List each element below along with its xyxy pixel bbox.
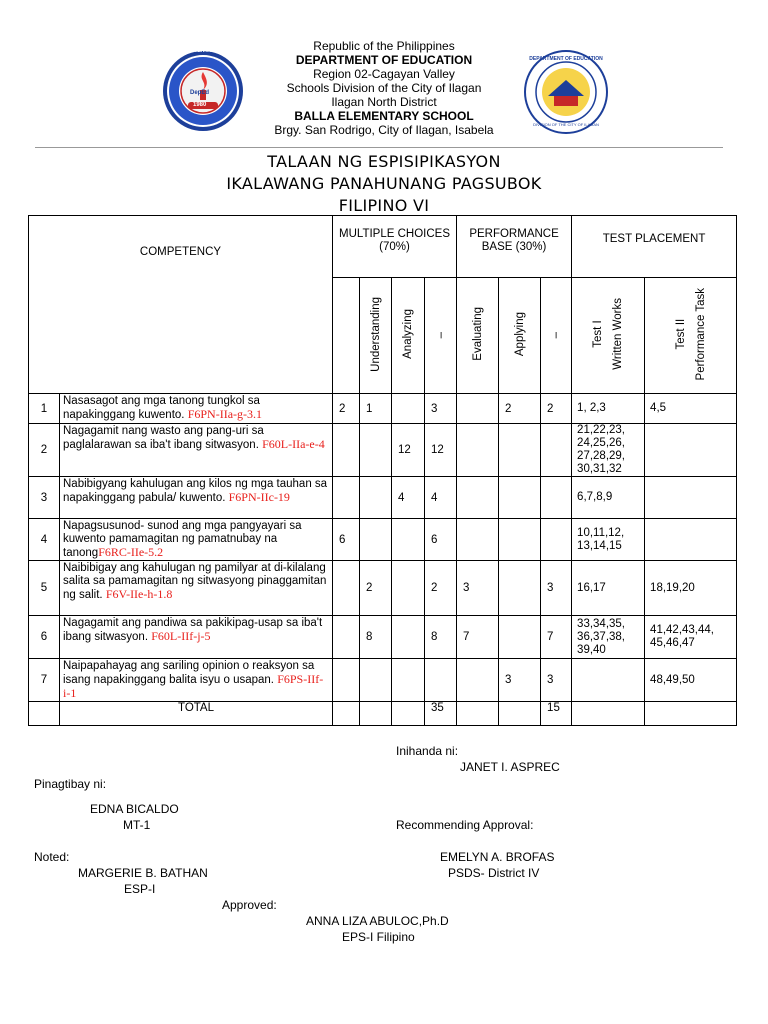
competency-code: F6V-IIe-h-1.8 bbox=[105, 587, 173, 601]
test1-cell: 1, 2,3 bbox=[572, 394, 645, 424]
count-cell: 7 bbox=[541, 616, 572, 659]
total-cell bbox=[360, 702, 392, 726]
count-cell bbox=[392, 394, 425, 424]
test2-cell bbox=[645, 519, 737, 561]
total-cell: 35 bbox=[425, 702, 457, 726]
count-cell bbox=[457, 477, 499, 519]
competency-header: COMPETENCY bbox=[29, 216, 333, 394]
test1-cell: 33,34,35, 36,37,38, 39,40 bbox=[572, 616, 645, 659]
sub-header: Understanding bbox=[360, 278, 392, 394]
title-line-2: IKALAWANG PANAHUNANG PAGSUBOK bbox=[226, 174, 542, 193]
count-cell: 6 bbox=[425, 519, 457, 561]
count-cell: 2 bbox=[360, 561, 392, 616]
count-cell bbox=[499, 477, 541, 519]
test2-cell bbox=[645, 424, 737, 477]
count-cell bbox=[457, 519, 499, 561]
table-row bbox=[29, 424, 737, 477]
count-cell bbox=[457, 394, 499, 424]
sub-header: Applying bbox=[499, 278, 541, 394]
total-cell bbox=[457, 702, 499, 726]
prepared-name: JANET I. ASPREC bbox=[460, 760, 560, 774]
count-cell bbox=[392, 561, 425, 616]
count-cell bbox=[333, 561, 360, 616]
competency-code: F6PN-IIa-g-3.1 bbox=[187, 407, 263, 421]
certified-position: MT-1 bbox=[123, 818, 151, 832]
count-cell bbox=[333, 616, 360, 659]
count-cell bbox=[457, 424, 499, 477]
count-cell bbox=[360, 477, 392, 519]
header-divider bbox=[35, 147, 723, 148]
table-row bbox=[29, 394, 737, 424]
count-cell bbox=[541, 519, 572, 561]
logo-inner-text: DepEd bbox=[190, 90, 210, 96]
count-cell: 4 bbox=[425, 477, 457, 519]
count-cell: 2 bbox=[541, 394, 572, 424]
logo-ring-text: DEPARTMENT OF EDUCATION bbox=[529, 56, 603, 62]
competency-code: F60L-IIf-j-5 bbox=[151, 629, 211, 643]
approved-position: EPS-I Filipino bbox=[342, 930, 415, 944]
count-cell bbox=[541, 477, 572, 519]
competency-text: Naipapahayag ang sariling opinion o reaksyon sa isang napakinggang balita isyu o usapan. bbox=[63, 660, 315, 686]
competency-cell bbox=[60, 616, 333, 659]
competency-text: Nagagamit ang pandiwa sa pakikipag-usap sa iba't ibang sitwasyon. bbox=[63, 617, 323, 643]
table-row bbox=[29, 519, 737, 561]
recommending-name: EMELYN A. BROFAS bbox=[440, 850, 555, 864]
total-test1 bbox=[572, 702, 645, 726]
sub-header: Evaluating bbox=[457, 278, 499, 394]
count-cell bbox=[392, 659, 425, 702]
row-number: 5 bbox=[29, 561, 60, 616]
sub-header: – bbox=[541, 278, 572, 394]
count-cell bbox=[333, 659, 360, 702]
count-cell: 4 bbox=[392, 477, 425, 519]
test1-cell: 21,22,23, 24,25,26, 27,28,29, 30,31,32 bbox=[572, 424, 645, 477]
row-number: 2 bbox=[29, 424, 60, 477]
count-cell: 3 bbox=[499, 659, 541, 702]
test-placement-header: TEST PLACEMENT bbox=[572, 216, 737, 278]
count-cell bbox=[333, 424, 360, 477]
test1-cell: 6,7,8,9 bbox=[572, 477, 645, 519]
total-cell bbox=[392, 702, 425, 726]
title-line-3: FILIPINO VI bbox=[338, 196, 430, 215]
division-line: Schools Division of the City of Ilagan bbox=[286, 81, 482, 95]
count-cell: 2 bbox=[333, 394, 360, 424]
count-cell: 12 bbox=[392, 424, 425, 477]
row-number: 3 bbox=[29, 477, 60, 519]
test2-header: Test II Performance Task bbox=[645, 278, 737, 394]
row-number: 6 bbox=[29, 616, 60, 659]
competency-cell bbox=[60, 659, 333, 702]
total-test2 bbox=[645, 702, 737, 726]
count-cell: 12 bbox=[425, 424, 457, 477]
sub-header: – bbox=[425, 278, 457, 394]
test2-cell: 48,49,50 bbox=[645, 659, 737, 702]
competency-text: Nabibigyang kahulugan ang kilos ng mga tauhan sa napakinggang pabula/ kuwento. bbox=[63, 478, 328, 504]
total-cell bbox=[499, 702, 541, 726]
competency-cell bbox=[60, 424, 333, 477]
row-number: 4 bbox=[29, 519, 60, 561]
document-title bbox=[0, 151, 768, 217]
competency-code: F60L-IIa-e-4 bbox=[262, 437, 325, 451]
specification-table bbox=[28, 215, 737, 726]
address-line: Brgy. San Rodrigo, City of Ilagan, Isabela bbox=[274, 123, 494, 137]
competency-code: F6RC-IIe-5.2 bbox=[98, 545, 164, 559]
table-row bbox=[29, 616, 737, 659]
test1-cell: 10,11,12, 13,14,15 bbox=[572, 519, 645, 561]
row-number: 7 bbox=[29, 659, 60, 702]
test1-cell: 16,17 bbox=[572, 561, 645, 616]
row-number: 1 bbox=[29, 394, 60, 424]
republic-line: Republic of the Philippines bbox=[313, 39, 455, 53]
logo-ring-text: BALLA ELEMENTARY SCHOOL bbox=[165, 48, 241, 54]
test2-cell: 41,42,43,44, 45,46,47 bbox=[645, 616, 737, 659]
count-cell: 1 bbox=[360, 394, 392, 424]
competency-cell bbox=[60, 394, 333, 424]
region-line: Region 02-Cagayan Valley bbox=[313, 67, 455, 81]
certified-name: EDNA BICALDO bbox=[90, 802, 179, 816]
competency-text: Nasasagot ang mga tanong tungkol sa napakinggang kuwento. bbox=[63, 395, 260, 421]
competency-code: F6PS-IIf-i-1 bbox=[63, 672, 324, 700]
count-cell bbox=[499, 561, 541, 616]
school-line: BALLA ELEMENTARY SCHOOL bbox=[294, 109, 474, 123]
pb-header: PERFORMANCE BASE (30%) bbox=[457, 216, 572, 278]
sub-header bbox=[333, 278, 360, 394]
mc-header: MULTIPLE CHOICES (70%) bbox=[333, 216, 457, 278]
table-row bbox=[29, 561, 737, 616]
approved-label: Approved: bbox=[222, 898, 277, 912]
title-line-1: TALAAN NG ESPISIPIKASYON bbox=[267, 152, 501, 171]
count-cell bbox=[425, 659, 457, 702]
count-cell bbox=[360, 424, 392, 477]
competency-text: Napagsusunod- sunod ang mga pangyayari sa kuwento pamamagitan ng pamatnubay na tanong bbox=[63, 520, 302, 559]
approved-name: ANNA LIZA ABULOC,Ph.D bbox=[306, 914, 449, 928]
count-cell: 3 bbox=[457, 561, 499, 616]
sub-header: Analyzing bbox=[392, 278, 425, 394]
count-cell bbox=[392, 616, 425, 659]
count-cell bbox=[360, 659, 392, 702]
competency-cell bbox=[60, 477, 333, 519]
test2-cell: 4,5 bbox=[645, 394, 737, 424]
table-row bbox=[29, 477, 737, 519]
total-cell: 15 bbox=[541, 702, 572, 726]
test1-cell bbox=[572, 659, 645, 702]
test2-cell bbox=[645, 477, 737, 519]
recommending-label: Recommending Approval: bbox=[396, 818, 534, 832]
count-cell bbox=[333, 477, 360, 519]
table-row bbox=[29, 659, 737, 702]
total-row bbox=[29, 702, 737, 726]
total-label: TOTAL bbox=[60, 702, 333, 726]
count-cell: 3 bbox=[425, 394, 457, 424]
noted-name: MARGERIE B. BATHAN bbox=[78, 866, 208, 880]
department-line: DEPARTMENT OF EDUCATION bbox=[295, 53, 473, 67]
district-line: Ilagan North District bbox=[331, 95, 437, 109]
count-cell: 7 bbox=[457, 616, 499, 659]
count-cell bbox=[392, 519, 425, 561]
count-cell: 8 bbox=[360, 616, 392, 659]
competency-cell bbox=[60, 519, 333, 561]
noted-position: ESP-I bbox=[124, 882, 156, 896]
test2-cell: 18,19,20 bbox=[645, 561, 737, 616]
competency-cell bbox=[60, 561, 333, 616]
logo-bottom-text: DIVISION OF THE CITY OF ILAGAN bbox=[533, 122, 599, 127]
count-cell bbox=[499, 424, 541, 477]
competency-code: F6PN-IIc-19 bbox=[228, 490, 290, 504]
count-cell: 6 bbox=[333, 519, 360, 561]
count-cell: 3 bbox=[541, 659, 572, 702]
recommending-position: PSDS- District IV bbox=[448, 866, 540, 880]
count-cell bbox=[360, 519, 392, 561]
count-cell bbox=[499, 519, 541, 561]
certified-label: Pinagtibay ni: bbox=[34, 777, 107, 791]
test1-header: Test I Written Works bbox=[572, 278, 645, 394]
count-cell: 2 bbox=[499, 394, 541, 424]
prepared-label: Inihanda ni: bbox=[396, 744, 459, 758]
total-cell bbox=[333, 702, 360, 726]
competency-text: Nagagamit nang wasto ang pang-uri sa paglalarawan sa iba't ibang sitwasyon. bbox=[63, 425, 264, 451]
count-cell: 3 bbox=[541, 561, 572, 616]
count-cell: 8 bbox=[425, 616, 457, 659]
total-spacer bbox=[29, 702, 60, 726]
count-cell bbox=[541, 424, 572, 477]
logo-year: 1980 bbox=[193, 102, 207, 108]
count-cell bbox=[457, 659, 499, 702]
letterhead bbox=[0, 39, 768, 137]
noted-label: Noted: bbox=[34, 850, 70, 864]
count-cell bbox=[499, 616, 541, 659]
count-cell: 2 bbox=[425, 561, 457, 616]
competency-text: Naibibigay ang kahulugan ng pamilyar at di-kilalang salita sa pamamagitan ng sitwasyong pinaggamitan ng salit. bbox=[63, 562, 327, 601]
